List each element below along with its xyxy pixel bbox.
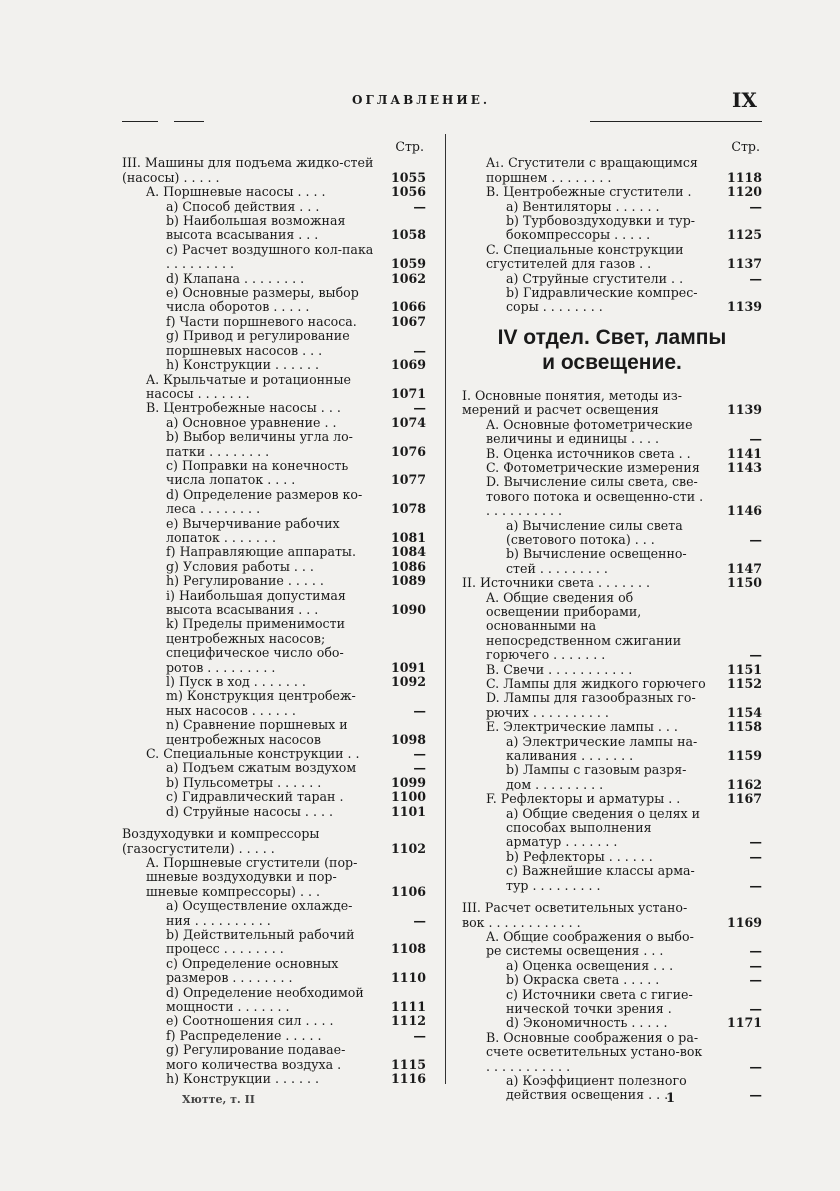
section-heading — [462, 325, 762, 375]
toc-entry — [122, 589, 430, 618]
toc-entry-title: f) Направляющие аппараты. — [166, 544, 356, 560]
toc-entry — [122, 1029, 430, 1043]
toc-entry-title: a) Общие сведения о целях и способах выполнения арматур . . . . . . . — [506, 805, 701, 850]
toc-entry-page: 1078 — [390, 501, 426, 517]
toc-entry — [462, 461, 762, 475]
toc-entry-page: 1076 — [390, 443, 426, 459]
toc-entry-title: e) Вычерчивание рабочих лопаток . . . . . . . — [166, 515, 340, 545]
toc-entry — [122, 315, 430, 329]
toc-entry-page: 1077 — [390, 472, 426, 488]
toc-entry — [122, 957, 430, 986]
section-heading-line-2: и освещение. — [542, 350, 682, 374]
toc-entry-page: — — [749, 1000, 762, 1016]
page-number: IX — [732, 88, 757, 112]
toc-entry — [462, 200, 762, 214]
toc-entry-title: g) Условия работы . . . — [166, 558, 314, 574]
toc-entry-title: D. Лампы для газообразных го-рючих . . . . . . . . . . — [486, 690, 696, 720]
toc-entry-title: b) Действительный рабочий процесс . . . . . . . . — [166, 926, 355, 957]
toc-entry — [122, 761, 430, 775]
toc-entry-page: 1167 — [726, 791, 762, 807]
toc-entry-title: I. Основные понятия, методы из-мерений и расчет освещения — [462, 387, 683, 418]
toc-entry — [122, 776, 430, 790]
toc-entry-title: C. Фотометрические измерения — [486, 459, 700, 475]
toc-entry — [462, 1016, 762, 1030]
toc-entry — [462, 475, 762, 518]
toc-entry — [122, 899, 430, 928]
toc-entry — [122, 805, 430, 819]
toc-entry-page: 1169 — [726, 914, 762, 930]
toc-entry-page: — — [749, 848, 762, 864]
toc-entry-page: 1059 — [390, 256, 426, 272]
toc-entry — [462, 720, 762, 734]
toc-entry-title: b) Рефлекторы . . . . . . — [506, 848, 653, 864]
toc-entry-title: a) Вентиляторы . . . . . . — [506, 198, 660, 214]
toc-entry-page: 1090 — [390, 602, 426, 617]
toc-entry — [122, 718, 430, 747]
toc-entry-page: 1091 — [390, 659, 426, 675]
toc-entry — [122, 358, 430, 372]
toc-entry-title: g) Привод и регулирование поршневых насосов . . . — [166, 328, 350, 358]
toc-entry — [462, 447, 762, 461]
toc-entry-page: 1147 — [726, 560, 762, 576]
toc-entry-page: 1108 — [390, 941, 426, 957]
toc-entry — [462, 576, 762, 590]
toc-entry-page: 1067 — [390, 313, 426, 329]
toc-entry-title: b) Лампы с газовым разря-дом . . . . . . . . . — [506, 762, 687, 792]
toc-entry — [462, 691, 762, 720]
toc-entry-title: b) Пульсометры . . . . . . — [166, 774, 322, 790]
toc-entry — [462, 185, 762, 199]
toc-entry-title: Воздуходувки и компрессоры (газосгустители) . . . . . — [122, 826, 320, 856]
toc-entry-title: d) Экономичность . . . . . — [506, 1015, 668, 1031]
toc-entry-title: c) Поправки на конечность числа лопаток . . . . — [166, 457, 349, 488]
toc-entry — [462, 973, 762, 987]
toc-entry — [462, 792, 762, 806]
toc-entry-title: m) Конструкция центробеж-ных насосов . . . . . . — [166, 688, 356, 718]
toc-entry-page: 1120 — [726, 184, 762, 200]
toc-entry — [462, 807, 762, 850]
toc-entry-title: d) Струйные насосы . . . . — [166, 803, 333, 819]
toc-entry-page: — — [749, 1058, 762, 1074]
toc-left-column — [122, 140, 430, 1086]
toc-entry-title: B. Основные соображения о ра-счете осветительных устано-вок . . . . . . . . . . . — [486, 1029, 703, 1074]
running-title: ОГЛАВЛЕНИЕ. — [352, 93, 491, 107]
toc-entry-title: f) Части поршневого насоса. — [166, 313, 357, 329]
toc-entry-title: B. Свечи . . . . . . . . . . . — [486, 661, 633, 677]
toc-entry-page: 1055 — [390, 169, 426, 185]
toc-entry-page: 1112 — [390, 1013, 426, 1029]
toc-entry-title: a) Оценка освещения . . . — [506, 957, 674, 973]
toc-entry-page: 1171 — [726, 1015, 762, 1031]
toc-entry-page: — — [413, 746, 426, 762]
printer-signature: Хютте, т. II — [182, 1093, 255, 1106]
toc-entry-page: 1106 — [390, 883, 426, 899]
toc-entry-title: A. Общие сведения об освещении приборами, основанными на непосредственном сжигании горючего . . . . . . . — [486, 589, 682, 663]
toc-entry — [122, 574, 430, 588]
section-heading-line-1: IV отдел. Свет, лампы — [497, 325, 727, 349]
toc-entry-title: i) Наибольшая допустимая высота всасывания . . . — [166, 587, 346, 617]
toc-entry-page: — — [749, 270, 762, 286]
toc-entry-title: A. Поршневые насосы . . . . — [146, 184, 326, 200]
toc-entry-title: c) Определение основных размеров . . . . . . . . — [166, 955, 339, 986]
toc-entry-title: B. Центробежные насосы . . . — [146, 400, 341, 416]
toc-entry-page: 1089 — [390, 573, 426, 589]
toc-entry — [122, 272, 430, 286]
toc-entry-title: a) Осуществление охлажде-ния . . . . . . . . . . — [166, 898, 353, 928]
toc-entry-title: E. Электрические лампы . . . — [486, 719, 678, 735]
toc-entry-page: — — [413, 912, 426, 928]
toc-entry — [462, 547, 762, 576]
column-divider — [445, 134, 446, 1084]
toc-entry — [462, 243, 762, 272]
toc-entry-title: b) Выбор величины угла ло-патки . . . . . . . . — [166, 429, 353, 459]
toc-entry-page: 1086 — [390, 558, 426, 574]
toc-entry-page: — — [413, 400, 426, 416]
toc-entry-page: 1084 — [390, 544, 426, 560]
toc-entry — [122, 401, 430, 415]
toc-entry-title: e) Основные размеры, выбор числа оборотов . . . . . — [166, 285, 359, 315]
toc-entry-title: c) Гидравлический таран . — [166, 789, 344, 805]
toc-entry-title: C. Специальные конструкции . . — [146, 746, 360, 762]
toc-entry-page: 1092 — [390, 674, 426, 690]
toc-entry — [122, 856, 430, 899]
toc-entry-title: f) Распределение . . . . . — [166, 1027, 322, 1043]
toc-entry — [462, 591, 762, 663]
toc-entry-title: a) Вычисление силы света (светового потока) . . . — [506, 517, 683, 547]
toc-entry-page: 1066 — [390, 299, 426, 315]
toc-entry-title: a) Подъем сжатым воздухом — [166, 760, 357, 776]
toc-entry — [122, 1014, 430, 1028]
toc-entry-page: 1150 — [726, 575, 762, 591]
toc-entry-page: 1058 — [390, 227, 426, 243]
toc-entry-page: 1162 — [726, 776, 762, 792]
toc-entry — [462, 156, 762, 185]
toc-entry-title: c) Важнейшие классы арма-тур . . . . . . . . . — [506, 863, 695, 893]
toc-entry-title: A. Поршневые сгустители (пор-шневые воздуходувки и пор-шневые компрессоры) . . . — [146, 854, 358, 899]
signature-number: 1 — [666, 1091, 676, 1106]
toc-entry — [462, 959, 762, 973]
toc-entry-page: 1154 — [726, 704, 762, 720]
toc-entry-title: h) Конструкции . . . . . . — [166, 1071, 320, 1086]
toc-entry — [122, 545, 430, 559]
toc-entry-page: — — [749, 972, 762, 988]
toc-entry-page: — — [749, 431, 762, 447]
toc-entry — [462, 389, 762, 418]
toc-entry-title: C. Лампы для жидкого горючего — [486, 676, 706, 691]
toc-entry-title: III. Расчет осветительных устано-вок . . . . . . . . . . . . — [462, 900, 688, 930]
toc-entry-page: — — [749, 647, 762, 663]
toc-entry-page: 1110 — [390, 970, 426, 986]
toc-entry-page: 1100 — [390, 789, 426, 805]
toc-entry-title: III. Машины для подъема жидко-стей (насосы) . . . . . — [122, 155, 374, 185]
toc-entry-page: — — [413, 198, 426, 214]
toc-entry-page: 1111 — [390, 998, 426, 1014]
toc-entry-title: c) Источники света с гигие-нической точки зрения . — [506, 986, 693, 1016]
toc-entry-title: b) Турбовоздуходувки и тур-бокомпрессоры . . . . . — [506, 213, 696, 243]
toc-entry-page: 1101 — [390, 803, 426, 819]
toc-entry-title: a) Основное уравнение . . — [166, 414, 337, 430]
toc-entry-page: 1081 — [390, 529, 426, 545]
toc-entry — [122, 200, 430, 214]
toc-entry — [122, 373, 430, 402]
toc-entry — [462, 988, 762, 1017]
toc-entry — [462, 272, 762, 286]
toc-entry-page: — — [749, 531, 762, 547]
toc-entry-page: 1158 — [726, 719, 762, 735]
toc-right-column — [462, 140, 762, 1103]
toc-entry-page: 1069 — [390, 357, 426, 373]
toc-entry-title: F. Рефлекторы и арматуры . . — [486, 791, 681, 807]
toc-entry-title: k) Пределы применимости центробежных насосов; специфическое число обо-ротов . . . . . . . . . — [166, 616, 345, 675]
toc-entry — [462, 1074, 762, 1103]
toc-entry-title: d) Определение размеров ко-леса . . . . . . . . — [166, 486, 363, 517]
toc-entry-page: 1102 — [390, 840, 426, 856]
toc-entry — [462, 901, 762, 930]
toc-entry-page: — — [749, 943, 762, 959]
toc-entry — [122, 488, 430, 517]
toc-entry-title: n) Сравнение поршневых и центробежных насосов — [166, 717, 348, 747]
page-column-label: Стр. — [731, 139, 760, 154]
toc-entry — [462, 735, 762, 764]
toc-entry-title: D. Вычисление силы света, све-тового потока и освещенно-сти . . . . . . . . . . . — [486, 474, 704, 519]
toc-entry-page: 1151 — [726, 661, 762, 677]
toc-entry — [122, 827, 430, 856]
toc-entry — [122, 675, 430, 689]
toc-entry-title: b) Вычисление освещенно-стей . . . . . . . . . — [506, 546, 687, 576]
top-rule-left-2 — [174, 121, 204, 122]
toc-entry-page: 1074 — [390, 414, 426, 430]
toc-entry-title: d) Определение необходимой мощности . . . . . . . — [166, 984, 364, 1014]
toc-entry — [462, 519, 762, 548]
toc-entry-title: e) Соотношения сил . . . . — [166, 1013, 334, 1029]
toc-entry — [122, 986, 430, 1015]
toc-entry-page: — — [749, 957, 762, 973]
toc-entry-title: g) Регулирование подавае-мого количества воздуха . — [166, 1042, 346, 1072]
toc-entry-title: a) Способ действия . . . — [166, 198, 320, 214]
toc-entry — [462, 864, 762, 893]
toc-entry-title: l) Пуск в ход . . . . . . . — [166, 674, 306, 690]
toc-entry-page: 1143 — [726, 459, 762, 475]
toc-entry-title: h) Регулирование . . . . . — [166, 573, 324, 589]
toc-entry — [122, 214, 430, 243]
toc-entry — [462, 850, 762, 864]
toc-entry-page: 1118 — [726, 169, 762, 185]
top-rule-right — [590, 121, 762, 122]
toc-entry-title: A₁. Сгустители с вращающимся поршнем . . . . . . . . — [486, 155, 698, 185]
toc-entry — [122, 928, 430, 957]
toc-entry — [122, 790, 430, 804]
toc-entry-page: 1146 — [726, 503, 762, 519]
toc-entry-page: 1139 — [726, 402, 762, 418]
toc-entry-page: 1071 — [390, 385, 426, 401]
toc-entry-title: B. Оценка источников света . . — [486, 445, 691, 461]
toc-entry-title: A. Основные фотометрические величины и единицы . . . . — [486, 416, 693, 447]
toc-entry — [122, 459, 430, 488]
toc-entry-page: — — [749, 877, 762, 893]
toc-entry — [462, 214, 762, 243]
toc-entry-page: 1159 — [726, 748, 762, 764]
page-column-label: Стр. — [395, 139, 424, 154]
toc-entry-page: — — [749, 834, 762, 850]
toc-entry — [122, 560, 430, 574]
toc-entry-page: 1115 — [390, 1056, 426, 1072]
toc-entry — [122, 416, 430, 430]
toc-entry-page: 1098 — [390, 731, 426, 747]
toc-entry-title: A. Общие соображения о выбо-ре системы освещения . . . — [486, 928, 694, 959]
toc-entry-page: — — [749, 1087, 762, 1103]
toc-entry — [122, 517, 430, 546]
toc-entry-page: 1139 — [726, 299, 762, 315]
toc-entry-page: — — [413, 1027, 426, 1043]
toc-entry — [122, 617, 430, 675]
toc-entry-page: — — [413, 702, 426, 718]
toc-entry-page: 1125 — [726, 227, 762, 243]
toc-entry-page: 1116 — [390, 1071, 426, 1086]
toc-entry-title: A. Крыльчатые и ротационные насосы . . . . . . . — [146, 371, 351, 401]
toc-entry — [462, 763, 762, 792]
top-rule-left — [122, 121, 158, 122]
toc-entry-title: b) Гидравлические компрес-соры . . . . . . . . — [506, 285, 698, 315]
toc-entry-page: 1056 — [390, 184, 426, 200]
toc-entry — [462, 418, 762, 447]
toc-entry-title: B. Центробежные сгустители . — [486, 184, 692, 200]
toc-entry-title: a) Электрические лампы на-каливания . . . . . . . — [506, 733, 698, 764]
toc-entry-page: 1137 — [726, 256, 762, 272]
toc-entry-page: 1099 — [390, 774, 426, 790]
toc-entry — [122, 329, 430, 358]
toc-entry — [122, 1072, 430, 1086]
toc-entry — [122, 689, 430, 718]
toc-entry-page: 1152 — [726, 676, 762, 691]
toc-entry — [122, 156, 430, 185]
toc-entry — [122, 430, 430, 459]
toc-entry — [462, 663, 762, 677]
toc-entry-title: C. Специальные конструкции сгустителей для газов . . — [486, 241, 684, 272]
toc-entry-title: II. Источники света . . . . . . . — [462, 575, 651, 591]
toc-entry-title: h) Конструкции . . . . . . — [166, 357, 320, 373]
toc-entry — [122, 1043, 430, 1072]
toc-entry — [462, 677, 762, 691]
toc-entry-title: d) Клапана . . . . . . . . — [166, 270, 305, 286]
toc-entry-page: 1141 — [726, 445, 762, 461]
toc-entry — [462, 930, 762, 959]
toc-entry — [122, 185, 430, 199]
toc-entry — [462, 1031, 762, 1074]
toc-entry — [122, 286, 430, 315]
toc-entry-title: a) Струйные сгустители . . — [506, 270, 684, 286]
toc-entry — [462, 286, 762, 315]
toc-entry-page: — — [749, 198, 762, 214]
toc-entry-page: 1062 — [390, 270, 426, 286]
toc-entry — [122, 747, 430, 761]
toc-right-entries-top — [462, 156, 762, 314]
toc-entry-title: b) Наибольшая возможная высота всасывания . . . — [166, 213, 346, 243]
toc-left-entries — [122, 156, 430, 1086]
toc-right-entries-bottom — [462, 389, 762, 1103]
toc-entry-page: — — [413, 342, 426, 358]
toc-entry-title: c) Расчет воздушного кол-пака . . . . . . . . . — [166, 241, 374, 272]
toc-entry-page: — — [413, 760, 426, 776]
toc-entry-title: b) Окраска света . . . . . — [506, 972, 660, 988]
toc-entry-title: a) Коэффициент полезного действия освещения . . . — [506, 1072, 687, 1103]
toc-entry — [122, 243, 430, 272]
